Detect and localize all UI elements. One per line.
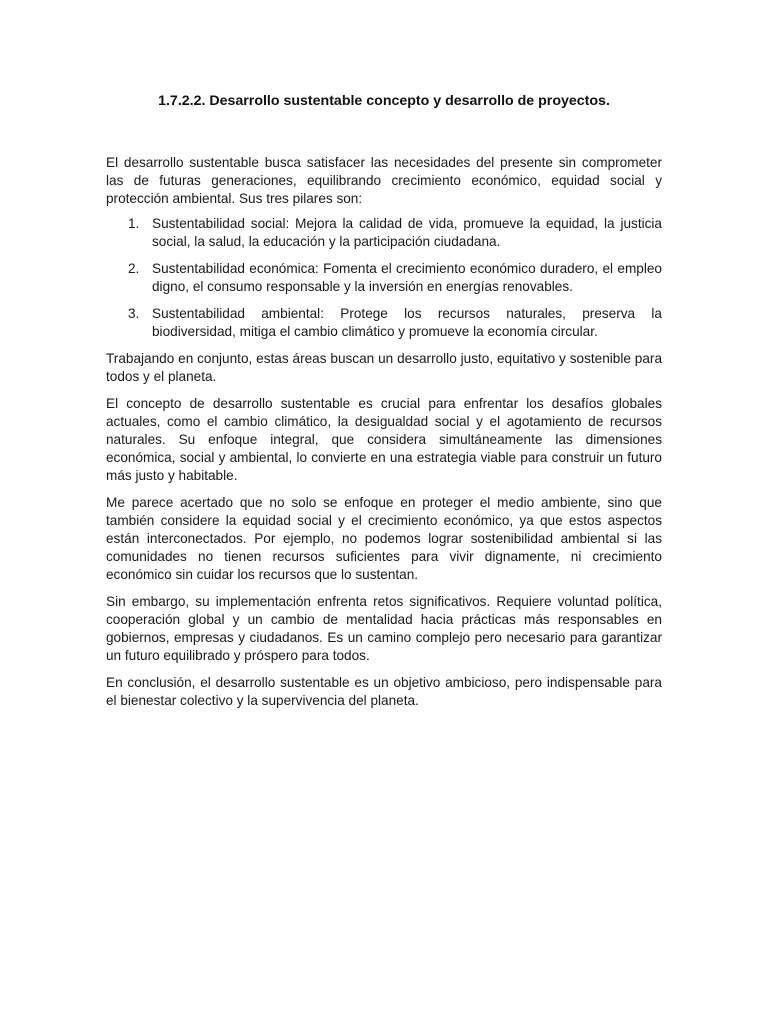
pillar-item-economic bbox=[106, 260, 662, 296]
paragraph-challenges: Sin embargo, su implementación enfrenta retos significativos. Requiere voluntad política, cooperación global y un cambio de mentalidad hacia prácticas más responsables en gobiernos, empresas y ciudadanos. Es un camino complejo pero necesario para garantizar un futuro equilibrado y próspero para todos. bbox=[106, 594, 662, 663]
pillar-item-environmental bbox=[106, 305, 662, 341]
pillar-item-social bbox=[106, 215, 662, 251]
pillar-text: Sustentabilidad económica: Fomenta el crecimiento económico duradero, el empleo digno, el consumo responsable y la inversión en energías renovables. bbox=[152, 261, 662, 294]
paragraph-conclusion: En conclusión, el desarrollo sustentable es un objetivo ambicioso, pero indispensable para el bienestar colectivo y la supervivencia del planeta. bbox=[106, 675, 662, 708]
document-title: 1.7.2.2. Desarrollo sustentable concepto y desarrollo de proyectos. bbox=[158, 93, 610, 109]
document-page bbox=[106, 92, 662, 719]
paragraph-summary: Trabajando en conjunto, estas áreas buscan un desarrollo justo, equitativo y sostenible para todos y el planeta. bbox=[106, 351, 662, 384]
list-number: 1. bbox=[128, 216, 140, 231]
list-number: 3. bbox=[128, 306, 140, 321]
intro-paragraph: El desarrollo sustentable busca satisfacer las necesidades del presente sin comprometer las de futuras generaciones, equilibrando crecimiento económico, equidad social y protección ambiental. Sus tres pilares son: bbox=[106, 155, 662, 206]
pillar-text: Sustentabilidad ambiental: Protege los recursos naturales, preserva la biodiversidad, mitiga el cambio climático y promueve la economía circular. bbox=[152, 306, 662, 339]
pillars-list bbox=[106, 215, 662, 341]
pillar-text: Sustentabilidad social: Mejora la calidad de vida, promueve la equidad, la justicia social, la salud, la educación y la participación ciudadana. bbox=[152, 216, 662, 249]
paragraph-opinion: Me parece acertado que no solo se enfoque en proteger el medio ambiente, sino que también considere la equidad social y el crecimiento económico, ya que estos aspectos están interconectados. Por ejemplo, no podemos lograr sostenibilidad ambiental si las comunidades no tienen recursos suficientes para vivir dignamente, ni crecimiento económico sin cuidar los recursos que lo sustentan. bbox=[106, 495, 662, 582]
list-number: 2. bbox=[128, 261, 140, 276]
paragraph-importance: El concepto de desarrollo sustentable es crucial para enfrentar los desafíos globales actuales, como el cambio climático, la desigualdad social y el agotamiento de recursos naturales. Su enfoque integral, que considera simultáneamente las dimensiones económica, social y ambiental, lo convierte en una estrategia viable para construir un futuro más justo y habitable. bbox=[106, 396, 662, 483]
